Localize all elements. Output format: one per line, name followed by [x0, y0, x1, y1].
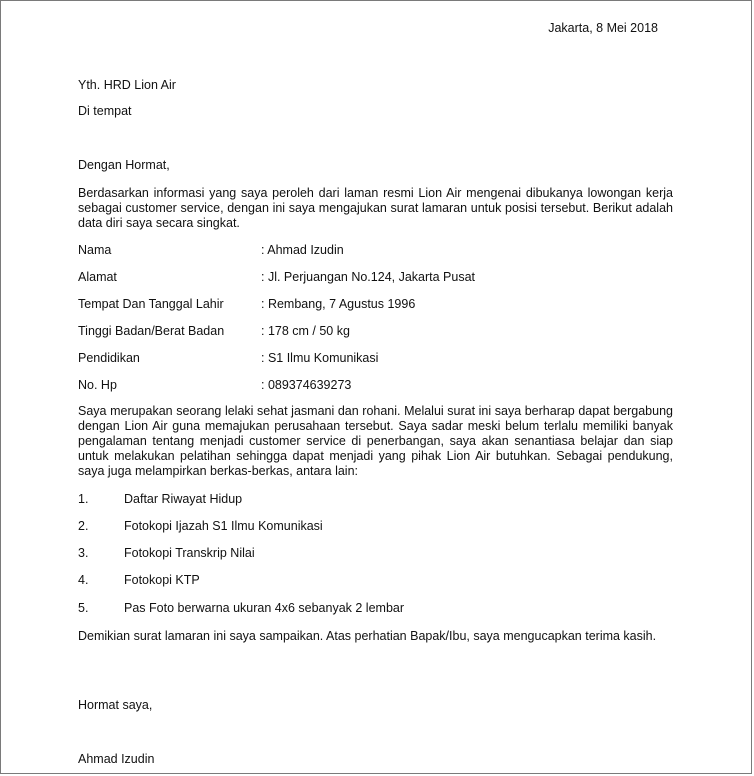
signature-name: Ahmad Izudin — [78, 752, 155, 766]
recipient-location: Di tempat — [78, 104, 132, 118]
data-value: : 089374639273 — [261, 378, 352, 392]
intro-paragraph: Berdasarkan informasi yang saya peroleh dari laman resmi Lion Air mengenai dibukanya lowongan kerja sebagai customer service, dengan ini saya mengajukan surat lamaran untuk posisi tersebut. Berikut adalah data diri saya secara singkat. — [78, 186, 673, 230]
closing-paragraph: Demikian surat lamaran ini saya sampaikan. Atas perhatian Bapak/Ibu, saya mengucapkan terima kasih. — [78, 629, 657, 643]
attachment-item — [78, 519, 673, 535]
data-label: Pendidikan — [78, 351, 140, 365]
data-value: : Ahmad Izudin — [261, 243, 344, 257]
body-paragraph: Saya merupakan seorang lelaki sehat jasmani dan rohani. Melalui surat ini saya berharap dapat bergabung dengan Lion Air guna memajukan perusahaan tersebut. Saya sadar meski belum terlalu memiliki banyak pengalaman tentang menjadi customer service di penerbangan, saya akan senantiasa belajar dan siap untuk melakukan pelatihan sehingga dapat menjadi yang pihak Lion Air butuhkan. Sebagai pendukung, saya juga melampirkan berkas-berkas, antara lain: — [78, 404, 673, 478]
data-row-alamat — [78, 270, 673, 286]
data-row-tinggi-berat — [78, 324, 673, 340]
attachment-item — [78, 546, 673, 562]
attachment-number: 4. — [78, 573, 89, 587]
attachment-item — [78, 492, 673, 508]
attachment-text: Daftar Riwayat Hidup — [124, 492, 243, 506]
data-row-ttl — [78, 297, 673, 313]
attachment-number: 3. — [78, 546, 89, 560]
attachment-text: Fotokopi Ijazah S1 Ilmu Komunikasi — [124, 519, 323, 533]
data-row-pendidikan — [78, 351, 673, 367]
attachment-text: Fotokopi KTP — [124, 573, 200, 587]
data-label: Tinggi Badan/Berat Badan — [78, 324, 225, 338]
attachment-number: 1. — [78, 492, 89, 506]
recipient-name: Yth. HRD Lion Air — [78, 78, 176, 92]
data-row-no-hp — [78, 378, 673, 394]
attachment-text: Fotokopi Transkrip Nilai — [124, 546, 255, 560]
data-row-nama — [78, 243, 673, 259]
data-value: : S1 Ilmu Komunikasi — [261, 351, 379, 365]
attachment-item — [78, 601, 673, 617]
letter-date: Jakarta, 8 Mei 2018 — [548, 21, 658, 35]
attachment-item — [78, 573, 673, 589]
attachment-text: Pas Foto berwarna ukuran 4x6 sebanyak 2 lembar — [124, 601, 405, 615]
attachment-number: 2. — [78, 519, 89, 533]
data-label: Tempat Dan Tanggal Lahir — [78, 297, 224, 311]
data-value: : Rembang, 7 Agustus 1996 — [261, 297, 416, 311]
attachment-number: 5. — [78, 601, 89, 615]
greeting: Dengan Hormat, — [78, 158, 170, 172]
data-value: : Jl. Perjuangan No.124, Jakarta Pusat — [261, 270, 476, 284]
data-value: : 178 cm / 50 kg — [261, 324, 350, 338]
data-label: No. Hp — [78, 378, 117, 392]
signoff: Hormat saya, — [78, 698, 153, 712]
data-label: Nama — [78, 243, 112, 257]
data-label: Alamat — [78, 270, 117, 284]
